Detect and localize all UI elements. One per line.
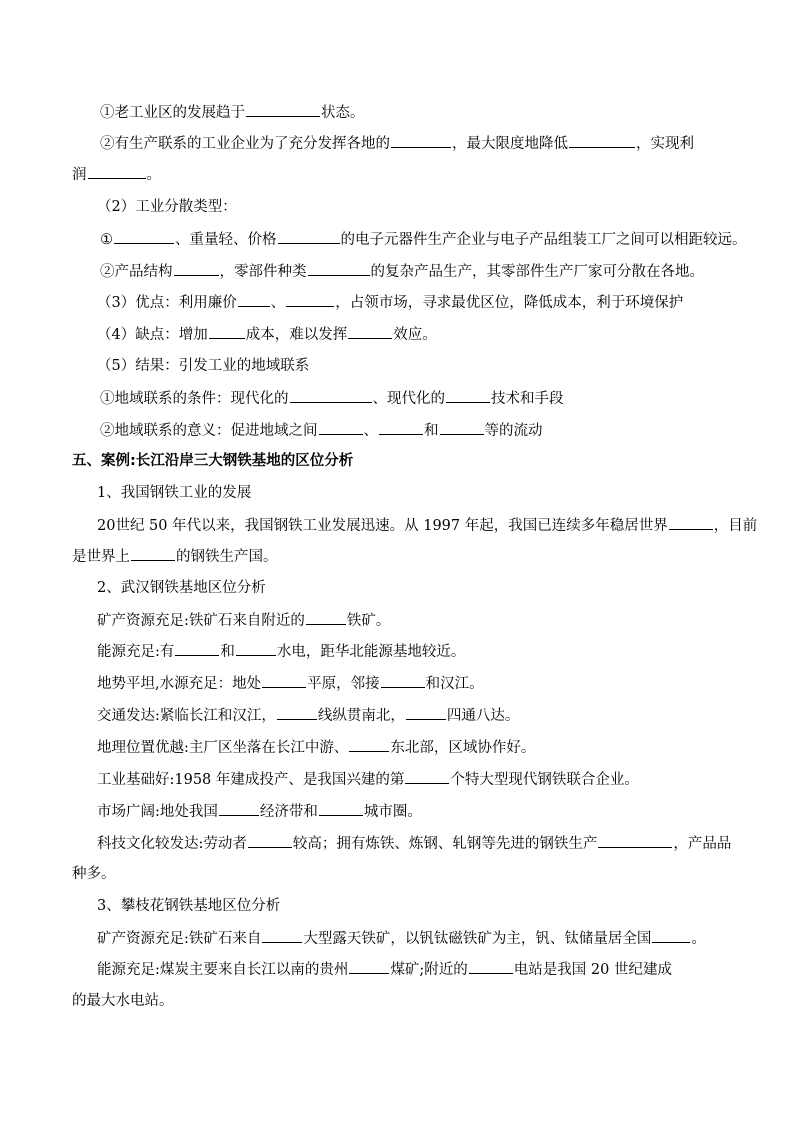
text-line [0, 515, 794, 536]
fill-in-blank [114, 229, 174, 244]
text-run: 效应。 [393, 327, 437, 343]
fill-in-blank [290, 388, 372, 403]
fill-in-blank [348, 324, 392, 339]
text-run: 较高；拥有炼铁、炼钢、轧钢等先进的钢铁生产 [292, 836, 598, 852]
text-line [0, 610, 794, 631]
text-run: 、 [270, 295, 286, 311]
fill-in-blank [175, 641, 219, 656]
text-run: 。 [691, 931, 706, 947]
text-run: 1、我国钢铁工业的发展 [97, 485, 252, 501]
text-run: 、重量轻、价格 [175, 232, 277, 248]
text-run: ，零部件种类 [219, 264, 307, 280]
text-run: 能源充足:有 [97, 644, 175, 660]
text-run: 经济带和 [259, 804, 318, 820]
text-run: 是世界上 [72, 549, 130, 565]
text-line [0, 102, 794, 123]
text-run: 地势平坦,水源充足：地处 [97, 676, 262, 692]
text-line [0, 229, 794, 250]
text-run: 水电，距华北能源基地较近。 [276, 644, 466, 660]
fill-in-blank [405, 769, 449, 784]
fill-in-blank [219, 801, 259, 816]
fill-in-blank [469, 959, 513, 974]
text-run: ①老工业区的发展趋于 [100, 105, 245, 121]
text-line [0, 197, 794, 217]
text-line [0, 673, 794, 694]
text-line [0, 641, 794, 662]
fill-in-blank [238, 292, 270, 307]
fill-in-blank [209, 324, 245, 339]
fill-in-blank [306, 610, 346, 625]
text-line [0, 737, 794, 758]
text-line [0, 705, 794, 726]
fill-in-blank [88, 164, 146, 179]
fill-in-blank [446, 388, 490, 403]
text-run: 线纵贯南北， [317, 708, 405, 724]
text-run: 工业基础好:1958 年建成投产、是我国兴建的第 [97, 772, 405, 788]
fill-in-blank [652, 928, 690, 943]
text-line [0, 546, 794, 567]
text-line [0, 959, 794, 980]
text-run: 大型露天铁矿，以钒钛磁铁矿为主，钒、钛储量居全国 [303, 931, 652, 947]
text-run: 成本，难以发挥 [245, 327, 348, 343]
text-line [0, 292, 794, 313]
text-run: 地理位置优越:主厂区坐落在长江中游、 [97, 740, 349, 756]
text-run: 的最大水电站。 [72, 993, 174, 1009]
fill-in-blank [319, 801, 363, 816]
text-run: 和 [220, 644, 235, 660]
fill-in-blank [248, 833, 292, 848]
section-heading [0, 451, 794, 471]
text-run: ，占领市场，寻求最优区位，降低成本，利于环境保护 [335, 295, 684, 311]
text-line [0, 164, 794, 185]
fill-in-blank [669, 515, 713, 530]
text-run: 的复杂产品生产，其零部件生产厂家可分散在各地。 [370, 264, 704, 280]
fill-in-blank [440, 420, 484, 435]
fill-in-blank [569, 133, 635, 148]
text-run: 的钢铁生产国。 [176, 549, 278, 565]
fill-in-blank [391, 133, 451, 148]
text-run: 等的流动 [484, 423, 543, 439]
text-run: 20世纪 50 年代以来，我国钢铁工业发展迅速。从 1997 年起，我国已连续多年稳居世界 [97, 518, 668, 534]
text-run: 平原，邻接 [307, 676, 380, 692]
text-line [0, 578, 794, 598]
text-run: 的电子元器件生产企业与电子产品组装工厂之间可以相距较远。 [340, 232, 747, 248]
text-run: 电站是我国 20 世纪建成 [513, 962, 672, 978]
text-run: 润 [72, 167, 87, 183]
text-run: 种多。 [72, 866, 116, 882]
fill-in-blank [349, 959, 389, 974]
fill-in-blank [379, 420, 423, 435]
text-line [0, 928, 794, 949]
text-line [0, 864, 794, 884]
fill-in-blank [286, 292, 334, 307]
text-run: ，产品品 [673, 836, 732, 852]
text-run: （2）工业分散类型： [97, 199, 237, 215]
fill-in-blank [246, 102, 320, 117]
text-run: （4）缺点：增加 [97, 327, 208, 343]
text-run: ① [100, 232, 113, 248]
fill-in-blank [236, 641, 276, 656]
text-run: 市场广阔:地处我国 [97, 804, 218, 820]
text-run: 五、案例:长江沿岸三大钢铁基地的区位分析 [72, 453, 354, 469]
text-run: 、 [363, 423, 378, 439]
text-run: 能源充足:煤炭主要来自长江以南的贵州 [97, 962, 349, 978]
text-run: ②产品结构 [100, 264, 173, 280]
text-run: 和汉江。 [425, 676, 484, 692]
text-run: 四通八达。 [446, 708, 520, 724]
text-line [0, 420, 794, 441]
text-line [0, 133, 794, 154]
text-run: 和 [424, 423, 439, 439]
text-run: （5）结果：引发工业的地域联系 [97, 358, 310, 374]
text-run: 铁矿。 [346, 613, 391, 629]
text-run: ②地域联系的意义：促进地域之间 [100, 423, 318, 439]
text-run: 矿产资源充足:铁矿石来自附近的 [97, 613, 305, 629]
text-line [0, 801, 794, 822]
text-line [0, 769, 794, 790]
fill-in-blank [262, 928, 302, 943]
fill-in-blank [308, 261, 370, 276]
text-line [0, 833, 794, 854]
fill-in-blank [131, 546, 175, 561]
fill-in-blank [319, 420, 363, 435]
text-line [0, 896, 794, 916]
text-run: 交通发达:紧临长江和汉江， [97, 708, 276, 724]
fill-in-blank [598, 833, 672, 848]
text-run: 、现代化的 [372, 391, 445, 407]
text-run: 状态。 [321, 105, 365, 121]
fill-in-blank [349, 737, 389, 752]
text-run: （3）优点：利用廉价 [97, 295, 237, 311]
fill-in-blank [174, 261, 219, 276]
text-run: ，最大限度地降低 [452, 136, 568, 152]
text-line [0, 261, 794, 282]
text-run: ，目前 [713, 518, 758, 534]
text-run: 城市圈。 [363, 804, 422, 820]
fill-in-blank [406, 705, 446, 720]
text-run: 东北部，区域协作好。 [390, 740, 536, 756]
fill-in-blank [262, 673, 306, 688]
text-run: ②有生产联系的工业企业为了充分发挥各地的 [100, 136, 390, 152]
text-line [0, 356, 794, 376]
fill-in-blank [381, 673, 425, 688]
text-run: 个特大型现代钢铁联合企业。 [450, 772, 639, 788]
text-line [0, 483, 794, 503]
text-run: ，实现利 [636, 136, 694, 152]
text-run: 科技文化较发达:劳动者 [97, 836, 247, 852]
text-line [0, 388, 794, 409]
text-run: 技术和手段 [491, 391, 564, 407]
fill-in-blank [277, 705, 317, 720]
text-run: 矿产资源充足:铁矿石来自 [97, 931, 262, 947]
text-run: 2、武汉钢铁基地区位分析 [97, 580, 266, 596]
text-run: 煤矿;附近的 [390, 962, 468, 978]
text-line [0, 324, 794, 345]
text-run: 。 [146, 167, 161, 183]
fill-in-blank [278, 229, 340, 244]
text-run: ①地域联系的条件：现代化的 [100, 391, 289, 407]
text-line [0, 991, 794, 1011]
text-run: 3、攀枝花钢铁基地区位分析 [97, 898, 281, 914]
